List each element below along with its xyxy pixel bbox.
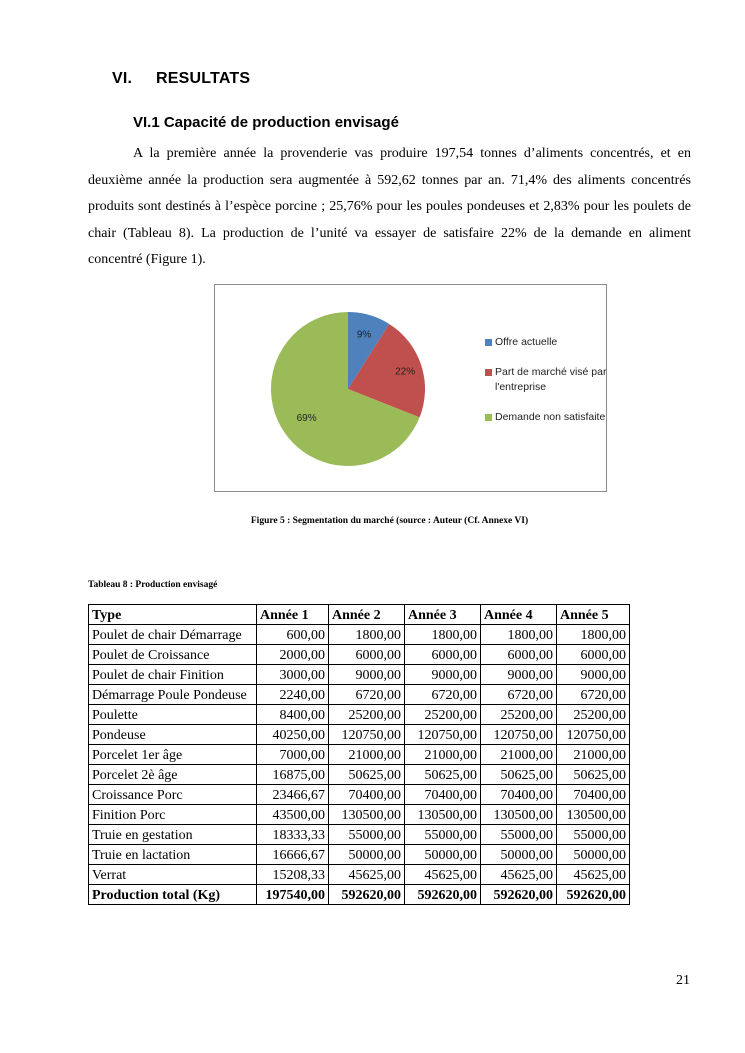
value-cell-annee-3: 50625,00	[405, 765, 481, 785]
value-cell-annee-1: 2240,00	[257, 685, 329, 705]
header-annee-3: Année 3	[405, 605, 481, 625]
value-cell-annee-3: 6720,00	[405, 685, 481, 705]
value-cell-annee-2: 120750,00	[329, 725, 405, 745]
value-cell-annee-2: 45625,00	[329, 865, 405, 885]
table-row	[89, 805, 630, 825]
value-cell-annee-5: 21000,00	[557, 745, 630, 765]
value-cell-annee-3: 592620,00	[405, 885, 481, 905]
legend-label: Part de marché visé par l'entreprise	[495, 366, 607, 393]
value-cell-annee-3: 55000,00	[405, 825, 481, 845]
header-type: Type	[89, 605, 257, 625]
table-row	[89, 865, 630, 885]
pie-chart	[214, 284, 607, 492]
table-row	[89, 785, 630, 805]
row-type-cell: Truie en lactation	[89, 845, 257, 865]
value-cell-annee-2: 21000,00	[329, 745, 405, 765]
value-cell-annee-5: 6000,00	[557, 645, 630, 665]
row-type-cell: Pondeuse	[89, 725, 257, 745]
value-cell-annee-1: 197540,00	[257, 885, 329, 905]
value-cell-annee-5: 50000,00	[557, 845, 630, 865]
header-annee-5: Année 5	[557, 605, 630, 625]
table-row	[89, 825, 630, 845]
value-cell-annee-4: 45625,00	[481, 865, 557, 885]
value-cell-annee-1: 600,00	[257, 625, 329, 645]
value-cell-annee-5: 120750,00	[557, 725, 630, 745]
value-cell-annee-3: 45625,00	[405, 865, 481, 885]
value-cell-annee-2: 130500,00	[329, 805, 405, 825]
value-cell-annee-2: 70400,00	[329, 785, 405, 805]
chart-legend	[485, 335, 615, 440]
table-row	[89, 845, 630, 865]
value-cell-annee-3: 25200,00	[405, 705, 481, 725]
header-annee-4: Année 4	[481, 605, 557, 625]
value-cell-annee-5: 25200,00	[557, 705, 630, 725]
row-type-cell: Poulet de chair Démarrage	[89, 625, 257, 645]
table-caption: Tableau 8 : Production envisagé	[88, 580, 218, 590]
value-cell-annee-1: 23466,67	[257, 785, 329, 805]
value-cell-annee-1: 8400,00	[257, 705, 329, 725]
value-cell-annee-2: 6720,00	[329, 685, 405, 705]
value-cell-annee-3: 130500,00	[405, 805, 481, 825]
pie-data-label: 9%	[356, 329, 372, 341]
legend-swatch-icon	[485, 414, 492, 421]
table-row	[89, 745, 630, 765]
value-cell-annee-4: 55000,00	[481, 825, 557, 845]
value-cell-annee-2: 25200,00	[329, 705, 405, 725]
legend-label: Demande non satisfaite	[495, 411, 606, 423]
value-cell-annee-5: 6720,00	[557, 685, 630, 705]
value-cell-annee-5: 130500,00	[557, 805, 630, 825]
table-body	[89, 625, 630, 905]
value-cell-annee-3: 9000,00	[405, 665, 481, 685]
value-cell-annee-4: 50000,00	[481, 845, 557, 865]
value-cell-annee-5: 9000,00	[557, 665, 630, 685]
row-type-cell: Truie en gestation	[89, 825, 257, 845]
value-cell-annee-1: 3000,00	[257, 665, 329, 685]
table-total-row	[89, 885, 630, 905]
section-heading	[112, 70, 250, 88]
section-number: VI.	[112, 70, 133, 87]
value-cell-annee-2: 50625,00	[329, 765, 405, 785]
value-cell-annee-1: 43500,00	[257, 805, 329, 825]
figure-caption: Figure 5 : Segmentation du marché (source : Auteur (Cf. Annexe VI)	[250, 516, 529, 526]
legend-label: Offre actuelle	[495, 336, 558, 348]
value-cell-annee-4: 6000,00	[481, 645, 557, 665]
value-cell-annee-2: 6000,00	[329, 645, 405, 665]
legend-swatch-icon	[485, 369, 492, 376]
value-cell-annee-4: 120750,00	[481, 725, 557, 745]
value-cell-annee-3: 70400,00	[405, 785, 481, 805]
value-cell-annee-4: 21000,00	[481, 745, 557, 765]
value-cell-annee-4: 25200,00	[481, 705, 557, 725]
value-cell-annee-5: 55000,00	[557, 825, 630, 845]
pie-slices	[271, 312, 425, 466]
row-type-cell: Croissance Porc	[89, 785, 257, 805]
value-cell-annee-1: 16875,00	[257, 765, 329, 785]
row-type-cell: Production total (Kg)	[89, 885, 257, 905]
value-cell-annee-1: 18333,33	[257, 825, 329, 845]
row-type-cell: Démarrage Poule Pondeuse	[89, 685, 257, 705]
value-cell-annee-4: 592620,00	[481, 885, 557, 905]
legend-item-offre-actuelle	[485, 335, 615, 350]
table-row	[89, 645, 630, 665]
value-cell-annee-4: 70400,00	[481, 785, 557, 805]
pie-data-label: 69%	[296, 413, 317, 425]
value-cell-annee-1: 16666,67	[257, 845, 329, 865]
legend-item-demande-non-satisfaite	[485, 410, 615, 425]
value-cell-annee-1: 2000,00	[257, 645, 329, 665]
production-table	[88, 604, 630, 905]
legend-swatch-icon	[485, 339, 492, 346]
value-cell-annee-4: 50625,00	[481, 765, 557, 785]
value-cell-annee-2: 55000,00	[329, 825, 405, 845]
row-type-cell: Verrat	[89, 865, 257, 885]
row-type-cell: Poulet de Croissance	[89, 645, 257, 665]
value-cell-annee-3: 6000,00	[405, 645, 481, 665]
value-cell-annee-5: 1800,00	[557, 625, 630, 645]
section-title: RESULTATS	[156, 70, 251, 87]
row-type-cell: Poulette	[89, 705, 257, 725]
value-cell-annee-1: 40250,00	[257, 725, 329, 745]
value-cell-annee-3: 21000,00	[405, 745, 481, 765]
table-row	[89, 725, 630, 745]
value-cell-annee-3: 50000,00	[405, 845, 481, 865]
value-cell-annee-2: 9000,00	[329, 665, 405, 685]
legend-item-part-de-marche	[485, 365, 615, 395]
header-annee-1: Année 1	[257, 605, 329, 625]
table-header-row	[89, 605, 630, 625]
value-cell-annee-4: 130500,00	[481, 805, 557, 825]
table-row	[89, 625, 630, 645]
table-row	[89, 705, 630, 725]
value-cell-annee-5: 70400,00	[557, 785, 630, 805]
value-cell-annee-4: 6720,00	[481, 685, 557, 705]
row-type-cell: Porcelet 2è âge	[89, 765, 257, 785]
row-type-cell: Finition Porc	[89, 805, 257, 825]
header-annee-2: Année 2	[329, 605, 405, 625]
value-cell-annee-3: 1800,00	[405, 625, 481, 645]
table-row	[89, 685, 630, 705]
subsection-heading: VI.1 Capacité de production envisagé	[133, 114, 399, 131]
value-cell-annee-2: 592620,00	[329, 885, 405, 905]
row-type-cell: Porcelet 1er âge	[89, 745, 257, 765]
value-cell-annee-5: 592620,00	[557, 885, 630, 905]
table-row	[89, 765, 630, 785]
table-row	[89, 665, 630, 685]
value-cell-annee-3: 120750,00	[405, 725, 481, 745]
body-paragraph: A la première année la provenderie vas produire 197,54 tonnes d’aliments concentrés, et en deuxième année la production sera augmentée à 592,62 tonnes par an. 71,4% des aliments concentrés produits sont destinés à l’espèce porcine ; 25,76% pour les poules pondeuses et 2,83% pour les poulets de chair (Tableau 8). La production de l’unité va essayer de satisfaire 22% de la demande en aliment concentré (Figure 1).	[88, 146, 691, 267]
value-cell-annee-2: 50000,00	[329, 845, 405, 865]
pie-data-label: 22%	[395, 366, 416, 378]
value-cell-annee-2: 1800,00	[329, 625, 405, 645]
row-type-cell: Poulet de chair Finition	[89, 665, 257, 685]
page-number: 21	[676, 973, 690, 988]
value-cell-annee-4: 9000,00	[481, 665, 557, 685]
value-cell-annee-1: 15208,33	[257, 865, 329, 885]
value-cell-annee-5: 45625,00	[557, 865, 630, 885]
value-cell-annee-1: 7000,00	[257, 745, 329, 765]
value-cell-annee-5: 50625,00	[557, 765, 630, 785]
value-cell-annee-4: 1800,00	[481, 625, 557, 645]
